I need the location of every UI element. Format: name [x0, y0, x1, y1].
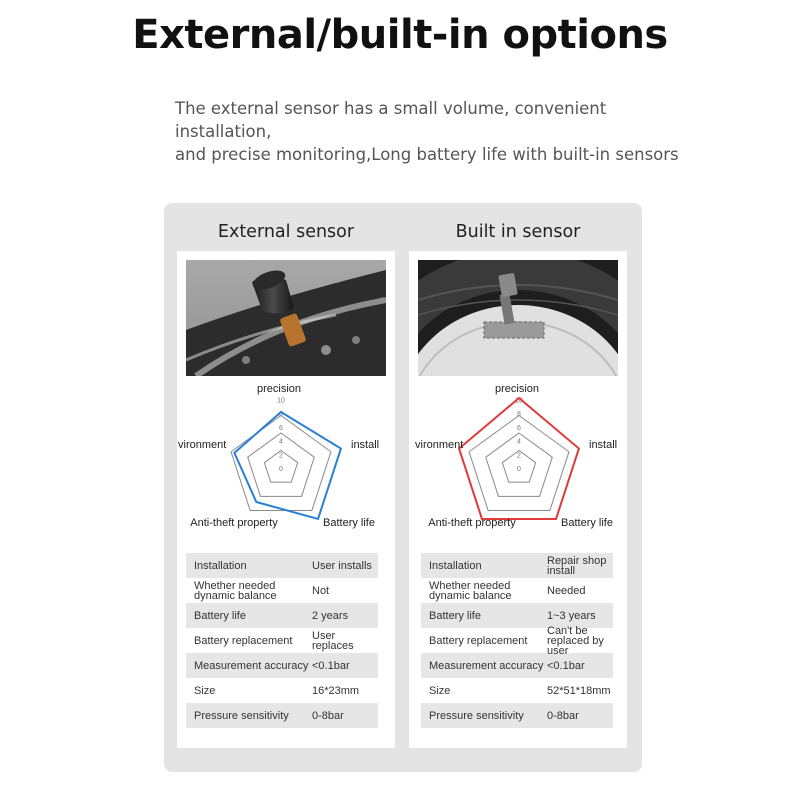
- built-in-sensor-radar: [409, 380, 627, 532]
- external-sensor-title: External sensor: [217, 222, 355, 242]
- page-subtitle: [175, 97, 695, 166]
- axis-label-install: install: [351, 439, 380, 451]
- built-in-sensor-table: [421, 553, 613, 728]
- external-sensor-photo: [186, 260, 386, 376]
- table-key: Whether needed dynamic balance: [429, 579, 512, 602]
- radar-tick-label: 6: [517, 424, 521, 432]
- table-row: [186, 628, 378, 653]
- radar-tick-label: 8: [279, 411, 283, 419]
- table-value: 0-8bar: [547, 709, 579, 722]
- table-key: Battery replacement: [429, 634, 528, 647]
- table-key: Measurement accuracy: [429, 659, 544, 672]
- table-row: [186, 653, 378, 678]
- subtitle-line-2: and precise monitoring,Long battery life with built-in sensors: [175, 145, 679, 164]
- axis-label-install: install: [589, 439, 618, 451]
- table-value: Repair shop install: [547, 554, 607, 577]
- built-in-sensor-photo: [418, 260, 618, 376]
- axis-label-precision: precision: [494, 383, 540, 395]
- table-row: [186, 678, 378, 703]
- table-value: Can't be replaced by user: [547, 624, 604, 657]
- axis-label-battery-life: Battery life: [561, 517, 613, 529]
- table-row: [421, 578, 613, 603]
- radar-tick-label: 0: [517, 466, 521, 473]
- table-row: [421, 703, 613, 728]
- table-value: 2 years: [312, 609, 349, 622]
- table-value: Needed: [547, 584, 586, 597]
- radar-tick-label: 0: [279, 466, 283, 473]
- built-in-radar-svg: [409, 380, 627, 532]
- table-key: Battery life: [194, 609, 246, 622]
- table-value: <0.1bar: [312, 659, 350, 672]
- table-key: Pressure sensitivity: [429, 709, 524, 722]
- table-key: Pressure sensitivity: [194, 709, 289, 722]
- table-value: 1~3 years: [547, 609, 596, 622]
- radar-tick-label: 6: [279, 424, 283, 432]
- table-key: Size: [194, 684, 216, 697]
- radar-tick-label: 10: [277, 397, 285, 405]
- table-key: Size: [429, 684, 451, 697]
- external-radar-svg: [177, 380, 395, 532]
- table-value: User installs: [312, 559, 372, 572]
- table-row: [421, 678, 613, 703]
- table-value: <0.1bar: [547, 659, 585, 672]
- table-value: Not: [312, 584, 330, 597]
- table-key: Battery life: [429, 609, 481, 622]
- axis-label-environment: vironment: [178, 439, 227, 451]
- radar-tick-label: 2: [279, 452, 283, 460]
- radar-tick-label: 4: [517, 438, 521, 446]
- table-value: 16*23mm: [312, 684, 360, 697]
- table-row: [186, 553, 378, 578]
- table-key: Measurement accuracy: [194, 659, 309, 672]
- table-row: [186, 578, 378, 603]
- table-row: [186, 603, 378, 628]
- radar-tick-label: 2: [517, 452, 521, 460]
- external-sensor-table: [186, 553, 378, 728]
- radar-tick-label: 4: [279, 438, 283, 446]
- table-value: 52*51*18mm: [547, 684, 611, 697]
- table-row: [186, 703, 378, 728]
- axis-label-anti-theft: Anti-theft property: [190, 517, 278, 529]
- radar-tick-label: 8: [517, 411, 521, 419]
- radar-tick-label: 10: [515, 397, 523, 405]
- table-row: [421, 553, 613, 578]
- built-in-sensor-title: Built in sensor: [455, 222, 581, 242]
- table-value: 0-8bar: [312, 709, 344, 722]
- table-key: Installation: [194, 559, 247, 572]
- external-sensor-radar: [177, 380, 395, 532]
- page-title: External/built-in options: [132, 12, 668, 58]
- axis-label-battery-life: Battery life: [323, 517, 375, 529]
- table-value: User replaces: [312, 629, 354, 652]
- subtitle-line-1: The external sensor has a small volume, convenient installation,: [175, 99, 607, 141]
- axis-label-precision: precision: [256, 383, 302, 395]
- axis-label-anti-theft: Anti-theft property: [428, 517, 516, 529]
- table-key: Installation: [429, 559, 482, 572]
- table-row: [421, 653, 613, 678]
- table-key: Whether needed dynamic balance: [194, 579, 277, 602]
- axis-label-environment: vironment: [415, 439, 464, 451]
- table-row: [421, 624, 613, 657]
- table-key: Battery replacement: [194, 634, 293, 647]
